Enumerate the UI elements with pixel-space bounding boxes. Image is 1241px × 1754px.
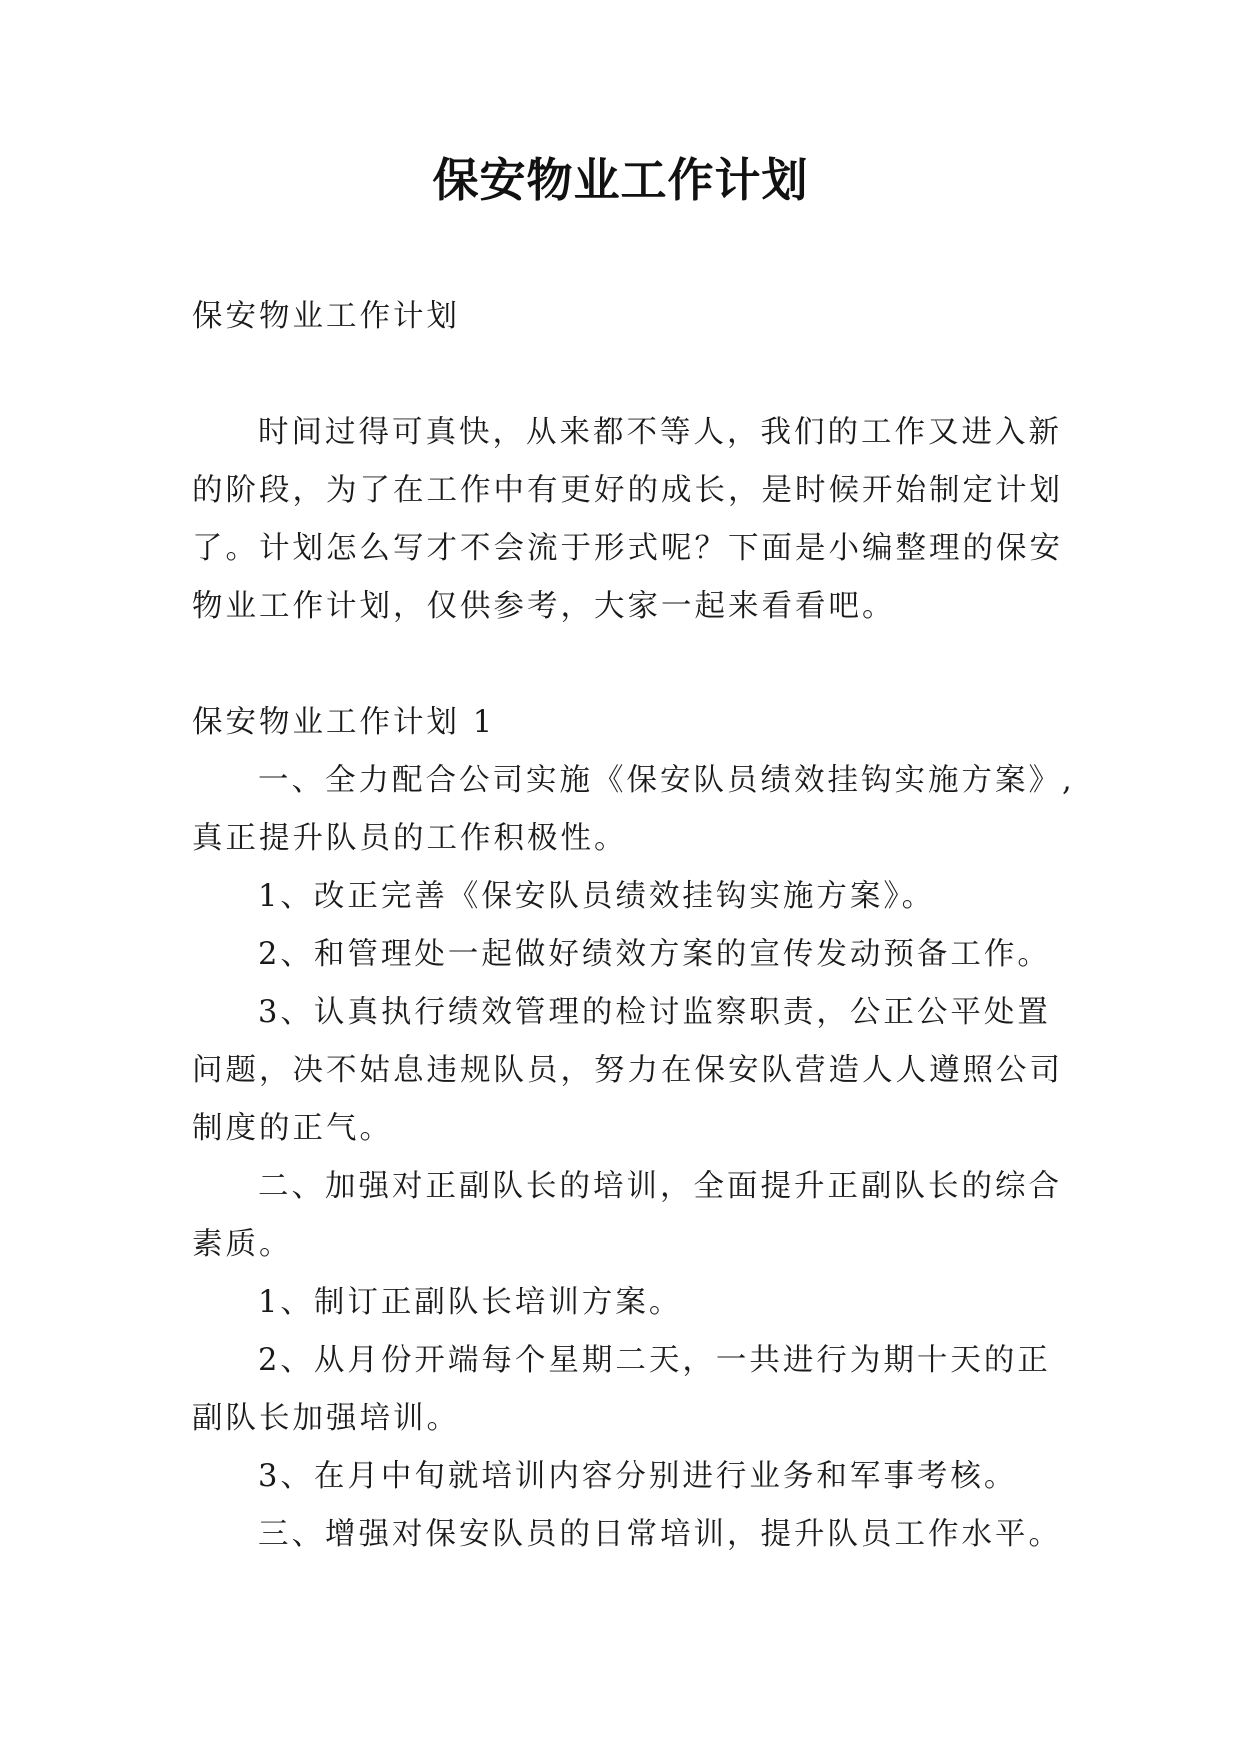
document-title: 保安物业工作计划	[432, 153, 809, 207]
plan-line: 三、增强对保安队员的日常培训，提升队员工作水平。	[258, 1517, 1062, 1552]
section-heading: 保安物业工作计划 1	[192, 705, 496, 740]
plan-line: 二、加强对正副队长的培训，全面提升正副队长的综合	[258, 1169, 1062, 1204]
plan-line: 2、和管理处一起做好绩效方案的宣传发动预备工作。	[258, 937, 1051, 972]
intro-line: 时间过得可真快，从来都不等人，我们的工作又进入新	[258, 415, 1062, 450]
subtitle-text: 保安物业工作计划	[192, 299, 460, 334]
plan-line: 3、认真执行绩效管理的检讨监察职责，公正公平处置	[258, 995, 1051, 1030]
plan-line: 1、改正完善《保安队员绩效挂钩实施方案》。	[258, 879, 936, 914]
intro-line: 物业工作计划，仅供参考，大家一起来看看吧。	[192, 589, 896, 624]
plan-section	[192, 694, 1075, 1564]
plan-line: 问题，决不姑息违规队员，努力在保安队营造人人遵照公司	[192, 1053, 1063, 1088]
intro-line: 了。计划怎么写才不会流于形式呢？下面是小编整理的保安	[192, 531, 1063, 566]
plan-line: 1、制订正副队长培训方案。	[258, 1285, 683, 1320]
plan-line: 3、在月中旬就培训内容分别进行业务和军事考核。	[258, 1459, 1018, 1494]
intro-line: 的阶段，为了在工作中有更好的成长，是时候开始制定计划	[192, 473, 1063, 508]
intro-paragraph	[192, 404, 1063, 636]
plan-line: 一、全力配合公司实施《保安队员绩效挂钩实施方案》,	[258, 763, 1075, 798]
plan-line: 真正提升队员的工作积极性。	[192, 821, 628, 856]
plan-line: 2、从月份开端每个星期二天，一共进行为期十天的正	[258, 1343, 1051, 1378]
document-subtitle	[192, 288, 1052, 346]
plan-line: 素质。	[192, 1227, 293, 1262]
plan-line: 制度的正气。	[192, 1111, 393, 1146]
plan-line: 副队长加强培训。	[192, 1401, 460, 1436]
